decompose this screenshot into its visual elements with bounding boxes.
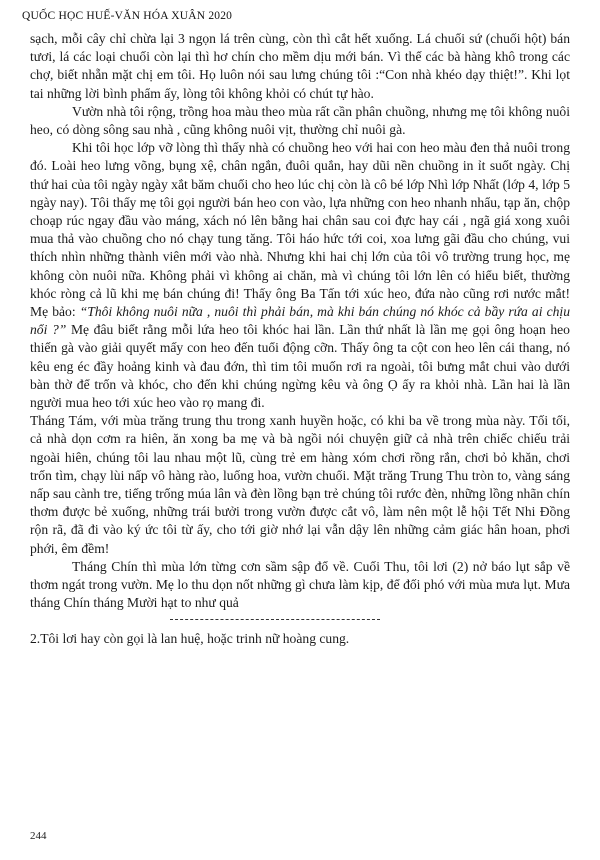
paragraph-2: Vườn nhà tôi rộng, trồng hoa màu theo mùa rất cần phân chuồng, nhưng mẹ tôi không nuôi heo, có dòng sông sau nhà , cũng không nuôi vịt, thường chỉ nuôi gà. — [30, 103, 570, 138]
paragraph-3-end: Mẹ đâu biết rằng mỗi lứa heo tôi khóc hai lần. Lần thứ nhất là lần mẹ gọi ông hoạn heo thiến gà vào giải quyết mấy con heo đến tuổi động cỡn. Thấy ông ta cột con heo lên cái thang, nó kêu eng éc đầy hoảng kinh và đau đớn, thì tim tôi muốn rơi ra ngoài, tôi bưng mắt chui vào dưới bàn thờ để trốn và khóc, cho đến khi chúng ngừng kêu và ông Ọ ấy ra khỏi nhà. Lần hai là lần người mua heo tới xúc heo vào rọ mang đi. — [30, 322, 570, 411]
mother-quote: “Thôi không nuôi nữa , nuôi thì phải bán, mà khi bán chúng nó khóc cả bầy rứa ai chịu nổi ?” — [30, 304, 570, 338]
paragraph-5: Tháng Chín thì mùa lớn từng cơn sầm sập đổ về. Cuối Thu, tôi lơi (2) nở báo lụt sắp về thơm ngát trong vườn. Mẹ lo thu dọn nốt những gì chưa làm kịp, để đối phó với mùa mưa lụt. Mưa tháng Chín tháng Mười hạt to như quả — [30, 558, 570, 611]
running-header: QUỐC HỌC HUẾ-VĂN HÓA XUÂN 2020 — [22, 10, 233, 22]
footnote: 2.Tôi lơi hay còn gọi là lan huệ, hoặc trinh nữ hoàng cung. — [30, 630, 350, 646]
paragraph-4: Tháng Tám, với mùa trăng trung thu trong xanh huyền hoặc, có khi ba về trong mùa này. Tối tối, cả nhà dọn cơm ra hiên, ăn xong ba mẹ và bà ngồi nói chuyện giữ cả nhà trên chiếc chiếu trải ngoài hiên, chúng tôi lau nhau một lũ, cùng trẻ em hàng xóm chơi rồng rắn, chơi bỏ khăn, chơi trốn tìm, chạy lùi nấp vô hàng rào, luống hoa, vườn chuối. Mặt trăng Trung Thu tròn to, vàng sáng nấp sau cành tre, tiếng trống múa lân và đèn lồng bạn trẻ chúng tôi rước đèn, những lồng nhãn chín thơm được bẻ xuống, những trái bưởi trong vườn được cắt vô, làm nên một lễ hội Tết Nhi Đồng rộn rã, đã đi vào ký ức tôi từ ấy, cho tới giờ nhớ lại vẫn dậy lên những cảm giác hân hoan, phơi phới, êm đềm! — [30, 413, 570, 556]
body-text — [30, 30, 570, 648]
paragraph-3-start: Khi tôi học lớp vỡ lòng thì thấy nhà có chuồng heo với hai con heo màu đen thả nuôi trong đó. Loài heo lưng võng, bụng xệ, chân ngắn, đuôi quắn, hay dũi nền chuồng in ỉt suốt ngày. Chị thứ hai của tôi ngày ngày xắt băm chuối cho heo lúc chị còn là cô bé lớp Nhì lớp Nhất (lớp 4, lớp 5 ngày nay). Tôi thấy mẹ tôi gọi người bán heo con vào, lựa những con heo nhanh nhẩu, tạp ăn, chộp choạp rúc ngay đầu vào máng, xách nó lên bằng hai chân sau coi đực hay cái , ngã giá xong xuôi mua thả vào chuồng cho nó chạy tung tăng. Tôi háo hức tới coi, xoa lưng gãi đầu cho chúng, vui thích nhìn những thành viên mới vào nhà. Nhưng khi hai chị lớn của tôi vô trường trung học, mẹ không còn nuôi nữa. Không phải vì không ai chăn, mà vì chúng tôi lớn lên có hiểu biết, thường khóc ròng cả lũ khi mẹ bán chúng đi! Thấy ông Ba Tấn tới xúc heo, đứa nào cũng rơi nước mắt! Mẹ bảo: — [30, 140, 570, 320]
paragraph-1: sạch, mỗi cây chỉ chừa lại 3 ngọn lá trên cùng, còn thì cắt hết xuống. Lá chuối sứ (chuối hột) bán tươi, lá các loại chuối còn lại thì hơ chín cho mềm dịu mới bán. Vì thế các bà hàng khô trong các chợ, biết nhẵn mặt chị em tôi. Họ luôn nói sau lưng chúng tôi :“Con nhà khéo dạy thiệt!”. Khi lọt tai những lời bình phẩm ấy, lòng tôi không khỏi có chút tự hào. — [30, 31, 570, 101]
paragraph-3 — [30, 139, 570, 412]
page-number: 244 — [30, 830, 47, 842]
footnote-separator — [170, 619, 380, 620]
